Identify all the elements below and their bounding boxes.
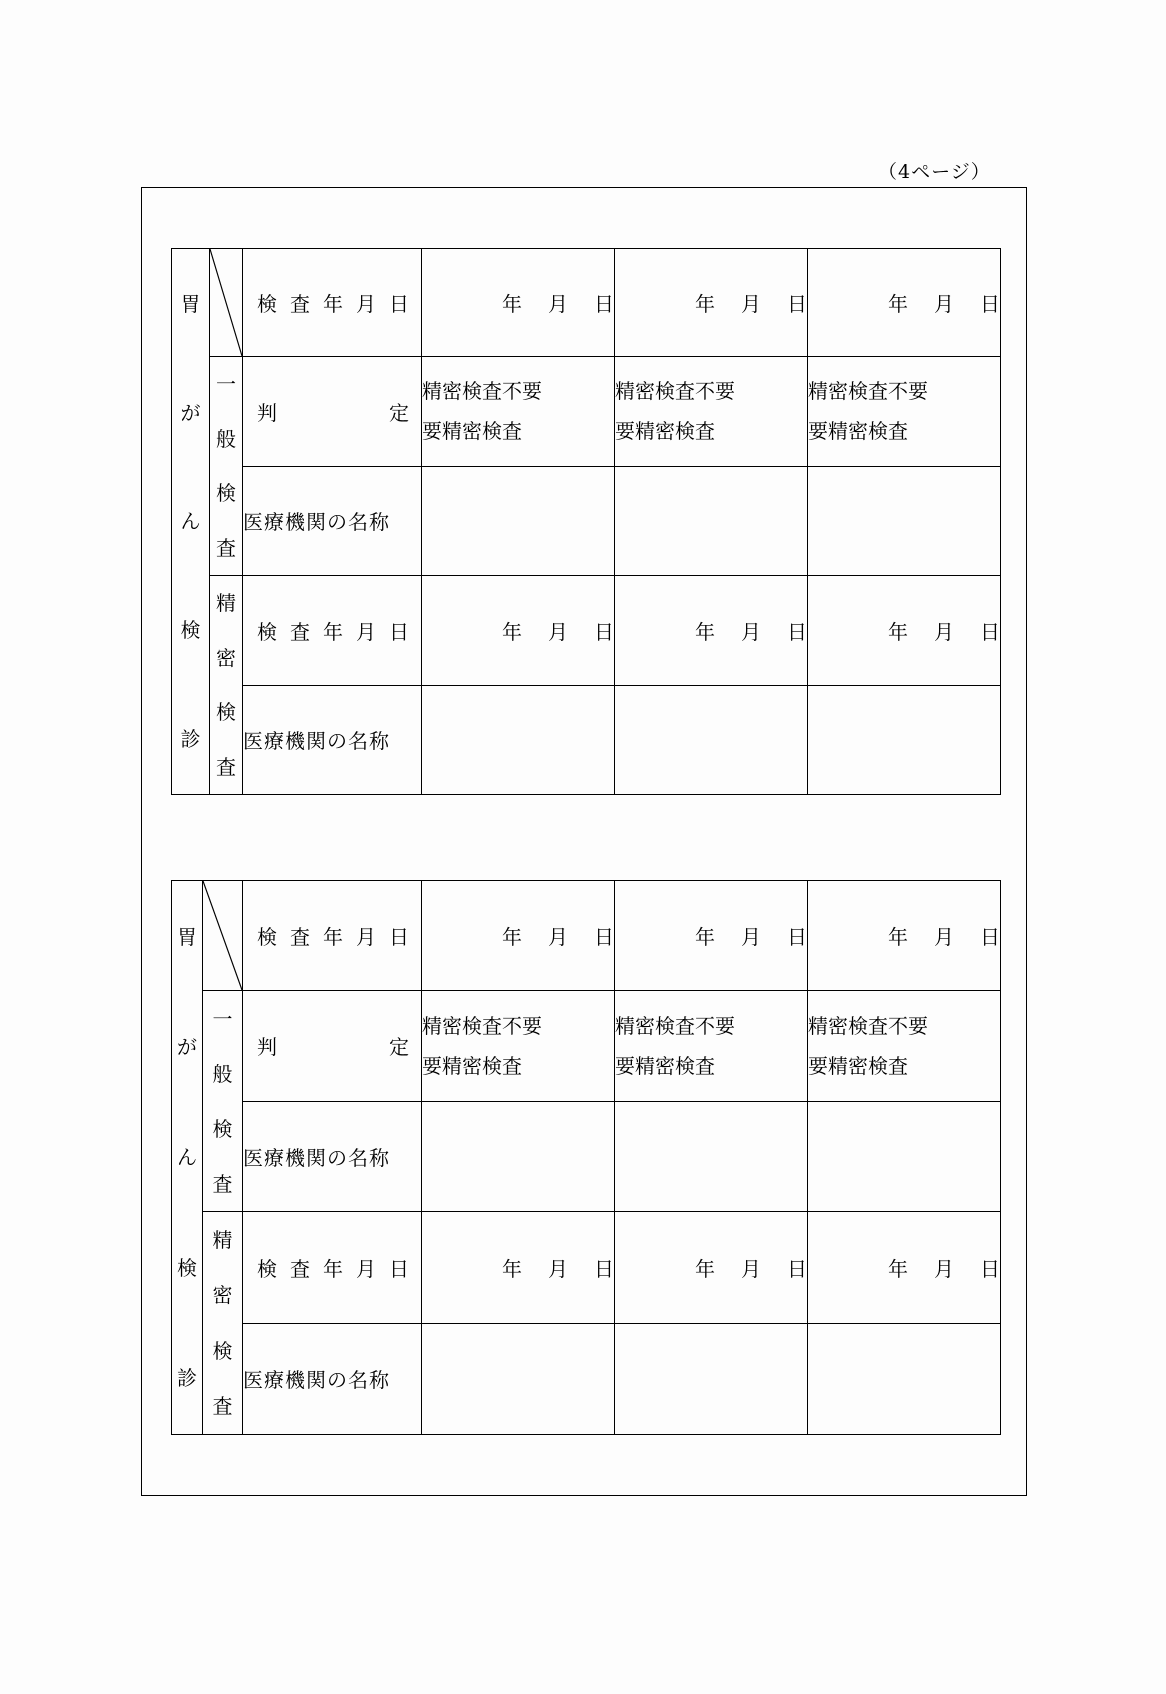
- page-number-label: （4ページ）: [878, 161, 991, 183]
- exam-date-field[interactable]: 年 月 日: [808, 249, 1001, 357]
- detail-institution-field[interactable]: [422, 1323, 615, 1435]
- section-title-char: 胃: [177, 924, 197, 949]
- option-detail-exam-required[interactable]: 要精密検査: [808, 419, 908, 444]
- detail-exam-date-field[interactable]: 年 月 日: [422, 1212, 615, 1324]
- exam-date-label: 検 査 年 月 日: [243, 249, 422, 357]
- detail-exam-date-field[interactable]: 年 月 日: [808, 1212, 1001, 1324]
- institution-label: 医療機関の名称: [243, 466, 422, 576]
- exam-date-field[interactable]: 年 月 日: [615, 249, 808, 357]
- detail-exam-date-label: 検 査 年 月 日: [243, 576, 422, 686]
- exam-date-row: [172, 249, 1001, 357]
- institution-row: [172, 1101, 1001, 1212]
- diagonal-header-cell: [203, 881, 243, 991]
- section-title-char: ん: [180, 509, 201, 534]
- judgement-options[interactable]: [808, 991, 1001, 1102]
- exam-date-row: [172, 881, 1001, 991]
- section-title-cell: [172, 881, 203, 1435]
- judgement-label: 判 定: [243, 357, 422, 467]
- institution-field[interactable]: [422, 466, 615, 576]
- option-no-detail-exam[interactable]: 精密検査不要: [422, 379, 542, 404]
- detail-institution-field[interactable]: [808, 685, 1001, 795]
- judgement-options[interactable]: [615, 357, 808, 467]
- detail-exam-date-label: 検 査 年 月 日: [243, 1212, 422, 1324]
- section-title-char: 診: [180, 727, 201, 752]
- judgement-options[interactable]: [422, 991, 615, 1102]
- option-detail-exam-required[interactable]: 要精密検査: [615, 419, 715, 444]
- option-detail-exam-required[interactable]: 要精密検査: [615, 1053, 715, 1078]
- general-exam-group-cell: 一 般 検 査: [203, 991, 243, 1212]
- diagonal-header-cell: [210, 249, 243, 357]
- exam-date-label: 検 査 年 月 日: [243, 881, 422, 991]
- exam-date-field[interactable]: 年 月 日: [422, 249, 615, 357]
- detail-exam-group-cell: 精 密 検 査: [210, 576, 243, 795]
- stomach-cancer-screening-table-1: [171, 248, 1001, 795]
- stomach-cancer-screening-table-2: [171, 880, 1001, 1435]
- exam-date-field[interactable]: 年 月 日: [808, 881, 1001, 991]
- detail-exam-date-field[interactable]: 年 月 日: [422, 576, 615, 686]
- institution-field[interactable]: [615, 1101, 808, 1212]
- judgement-options[interactable]: [422, 357, 615, 467]
- detail-exam-date-field[interactable]: 年 月 日: [615, 576, 808, 686]
- detail-institution-row: [172, 1323, 1001, 1435]
- institution-label: 医療機関の名称: [243, 1101, 422, 1212]
- section-title-char: が: [177, 1035, 197, 1060]
- judgement-options[interactable]: [808, 357, 1001, 467]
- section-title-cell: [172, 249, 210, 795]
- judgement-options[interactable]: [615, 991, 808, 1102]
- diagonal-line-icon: [203, 881, 242, 990]
- option-no-detail-exam[interactable]: 精密検査不要: [808, 1013, 928, 1038]
- detail-institution-field[interactable]: [615, 1323, 808, 1435]
- option-detail-exam-required[interactable]: 要精密検査: [422, 419, 522, 444]
- section-title-char: ん: [177, 1145, 197, 1170]
- institution-field[interactable]: [422, 1101, 615, 1212]
- section-title-char: 診: [177, 1366, 197, 1391]
- general-exam-group-cell: 一 般 検 査: [210, 357, 243, 576]
- judgement-row: [172, 991, 1001, 1102]
- detail-institution-field[interactable]: [808, 1323, 1001, 1435]
- option-no-detail-exam[interactable]: 精密検査不要: [422, 1013, 542, 1038]
- detail-exam-date-row: [172, 1212, 1001, 1324]
- judgement-row: [172, 357, 1001, 467]
- detail-institution-label: 医療機関の名称: [243, 1323, 422, 1435]
- diagonal-line-icon: [210, 249, 242, 356]
- option-detail-exam-required[interactable]: 要精密検査: [808, 1053, 908, 1078]
- option-detail-exam-required[interactable]: 要精密検査: [422, 1053, 522, 1078]
- exam-date-field[interactable]: 年 月 日: [422, 881, 615, 991]
- detail-institution-row: [172, 685, 1001, 795]
- institution-field[interactable]: [808, 466, 1001, 576]
- section-title-char: 胃: [180, 291, 201, 316]
- section-title-char: 検: [180, 618, 201, 643]
- option-no-detail-exam[interactable]: 精密検査不要: [615, 379, 735, 404]
- section-title-char: が: [180, 400, 201, 425]
- detail-exam-group-cell: 精 密 検 査: [203, 1212, 243, 1435]
- detail-exam-date-field[interactable]: 年 月 日: [615, 1212, 808, 1324]
- detail-institution-field[interactable]: [422, 685, 615, 795]
- detail-exam-date-field[interactable]: 年 月 日: [808, 576, 1001, 686]
- judgement-label: 判 定: [243, 991, 422, 1102]
- detail-institution-field[interactable]: [615, 685, 808, 795]
- exam-date-field[interactable]: 年 月 日: [615, 881, 808, 991]
- detail-exam-date-row: [172, 576, 1001, 686]
- institution-field[interactable]: [808, 1101, 1001, 1212]
- section-title-char: 検: [177, 1255, 197, 1280]
- option-no-detail-exam[interactable]: 精密検査不要: [615, 1013, 735, 1038]
- option-no-detail-exam[interactable]: 精密検査不要: [808, 379, 928, 404]
- institution-row: [172, 466, 1001, 576]
- detail-institution-label: 医療機関の名称: [243, 685, 422, 795]
- institution-field[interactable]: [615, 466, 808, 576]
